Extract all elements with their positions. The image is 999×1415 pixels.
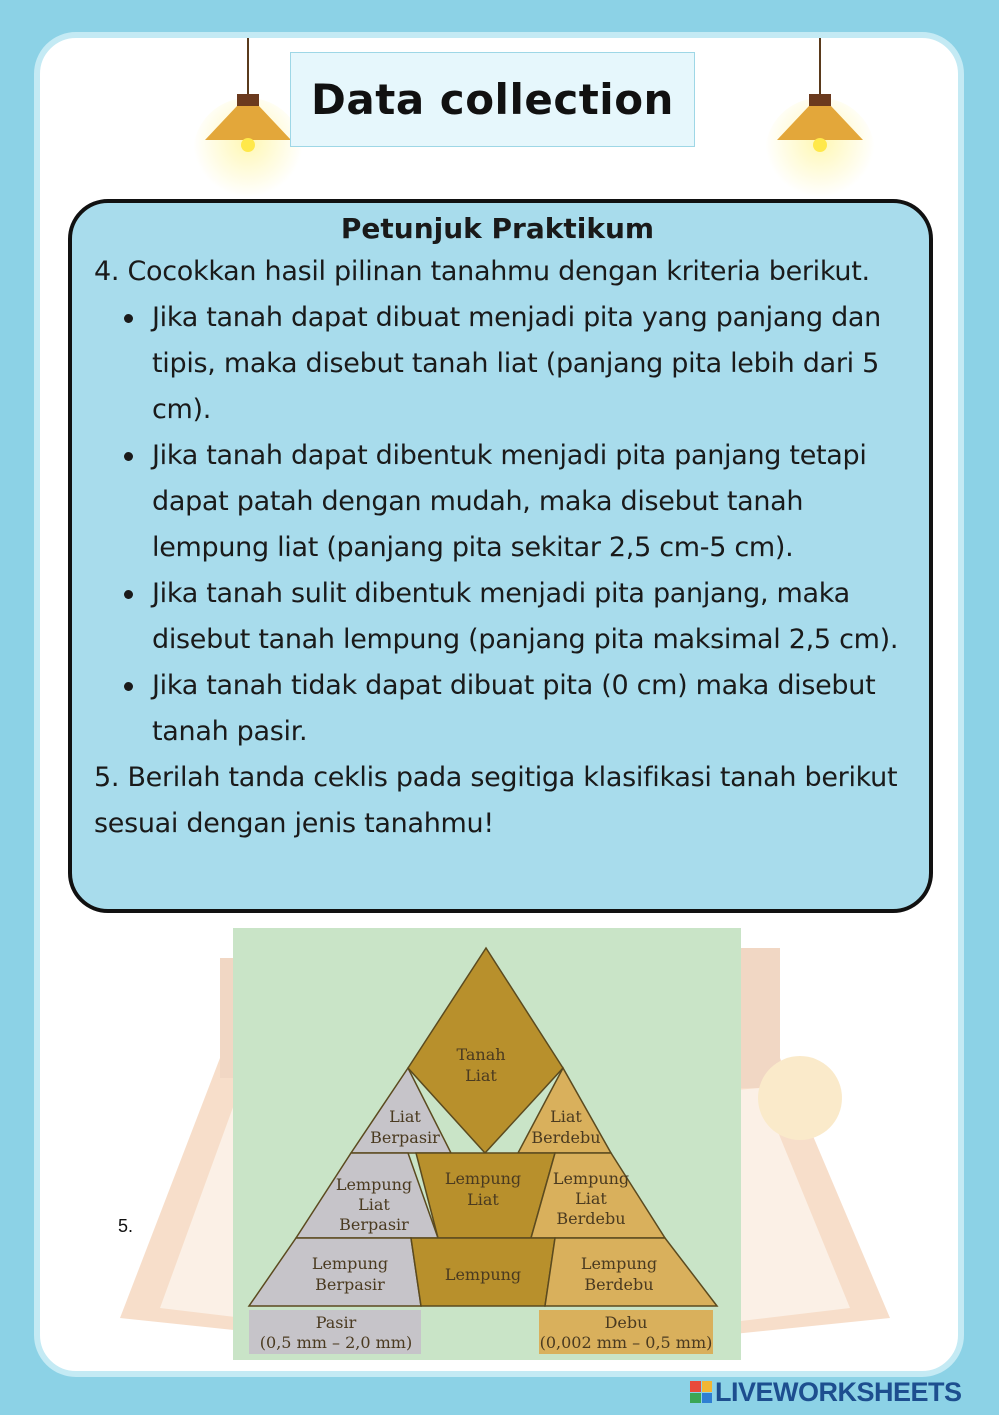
label-lempung: Lempung — [444, 1265, 522, 1284]
criteria-item — [130, 433, 901, 571]
title-box — [290, 52, 695, 147]
instructions-panel — [68, 199, 933, 913]
criteria-text: Jika tanah dapat dibuat menjadi pita yang panjang dan tipis, maka disebut tanah liat (panjang pita lebih dari 5 cm). — [152, 302, 881, 425]
label-liat-berpasir: Liat Berpasir — [370, 1107, 440, 1147]
label-tanah-liat: Tanah Liat — [456, 1045, 506, 1085]
step-5-text: 5. Berilah tanda ceklis pada segitiga klasifikasi tanah berikut sesuai dengan jenis tanahmu! — [94, 762, 898, 839]
soil-classification-triangle — [233, 928, 741, 1360]
criteria-text: Jika tanah tidak dapat dibuat pita (0 cm) maka disebut tanah pasir. — [152, 670, 876, 747]
criteria-item — [130, 663, 901, 755]
instructions-title: Petunjuk Praktikum — [340, 212, 655, 245]
step-4-text: 4. Cocokkan hasil pilinan tanahmu dengan kriteria berikut. — [94, 256, 870, 287]
label-lempung-berdebu: Lempung Berdebu — [580, 1254, 658, 1294]
criteria-item — [130, 295, 901, 433]
page-title: Data collection — [311, 75, 674, 124]
logo-text: LIVEWORKSHEETS — [715, 1376, 962, 1407]
criteria-item — [130, 571, 901, 663]
label-debu: Debu (0,002 mm – 0,5 mm) — [539, 1313, 713, 1352]
label-lempung-liat-berdebu: Lempung Liat Berdebu — [552, 1169, 630, 1228]
criteria-list — [94, 295, 901, 755]
question-number: 5. — [118, 1216, 134, 1236]
label-lempung-liat-berpasir: Lempung Liat Berpasir — [335, 1175, 413, 1234]
criteria-text: Jika tanah dapat dibentuk menjadi pita panjang tetapi dapat patah dengan mudah, maka disebut tanah lempung liat (panjang pita sekitar 2,5 cm-5 cm). — [152, 440, 867, 563]
criteria-text: Jika tanah sulit dibentuk menjadi pita panjang, maka disebut tanah lempung (panjang pita maksimal 2,5 cm). — [152, 578, 899, 655]
label-liat-berdebu: Liat Berdebu — [531, 1107, 601, 1147]
logo-badge-icon — [690, 1381, 712, 1403]
label-lempung-liat: Lempung Liat — [444, 1169, 522, 1209]
liveworksheets-logo[interactable] — [690, 1376, 990, 1408]
label-pasir: Pasir (0,5 mm – 2,0 mm) — [259, 1313, 413, 1352]
label-lempung-berpasir: Lempung Berpasir — [311, 1254, 389, 1294]
